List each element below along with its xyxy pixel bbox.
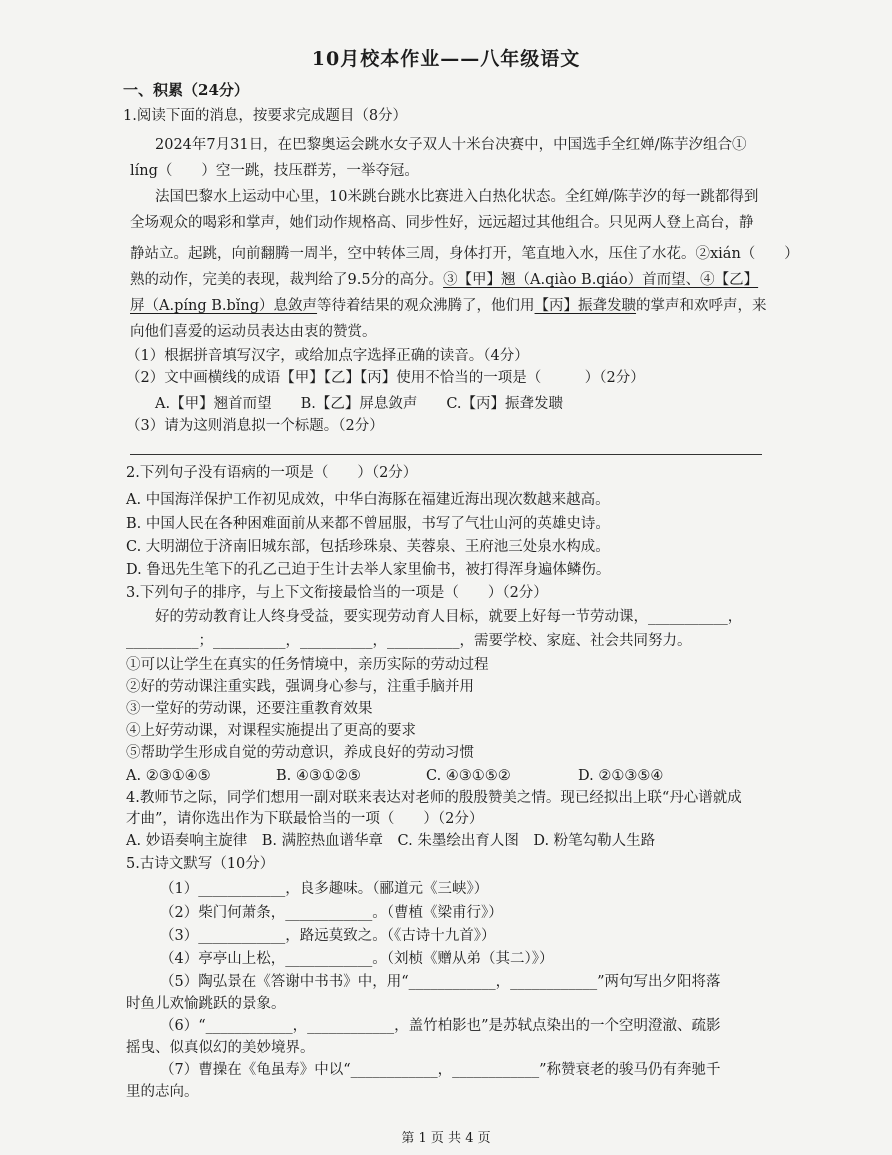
- q1-sub2: （2）文中画横线的成语【甲】【乙】【丙】使用不恰当的一项是（ ）（2分）: [126, 370, 645, 386]
- q5-line: （1）____________，良多趣味。（郦道元《三峡》）: [160, 881, 489, 897]
- q3-stem: 3.下列句子的排序，与上下文衔接最恰当的一项是（ ）（2分）: [126, 585, 548, 601]
- q1-text: 法国巴黎水上运动中心里，10米跳台跳水比赛进入白热化状态。全红婵/陈芋汐的每一跳都得到: [155, 189, 759, 205]
- q1-text-plain: 熟的动作，完美的表现，裁判给了9.5分的高分。: [130, 272, 444, 288]
- q4-stem: 4.教师节之际，同学们想用一副对联来表达对老师的殷殷赞美之情。现已经拟出上联“丹心谱就成: [126, 790, 742, 806]
- answer-line: [130, 454, 762, 455]
- q5-line: （5）陶弘景在《答谢中书书》中，用“____________，____________”两句写出夕阳将落: [160, 974, 721, 990]
- q2-option-d: D. 鲁迅先生笔下的孔乙己迫于生计去举人家里偷书，被打得浑身遍体鳞伤。: [126, 562, 611, 578]
- q5-stem: 5.古诗文默写（10分）: [126, 856, 275, 872]
- q5-line: （2）柴门何萧条，____________。（曹植《梁甫行》）: [160, 905, 503, 921]
- q3-item: ④上好劳动课，对课程实施提出了更高的要求: [126, 723, 416, 739]
- q3-item: ⑤帮助学生形成自觉的劳动意识，养成良好的劳动习惯: [126, 745, 474, 761]
- q1-stem: 1.阅读下面的消息，按要求完成题目（8分）: [123, 108, 408, 124]
- q5-line: 里的志向。: [126, 1084, 199, 1100]
- q1-text: [130, 270, 758, 290]
- q5-line: （6）“____________，____________，盖竹柏影也”是苏轼点染出的一个空明澄澈、疏影: [160, 1018, 721, 1034]
- q1-sub1: （1）根据拼音填写汉字，或给加点字选择正确的读音。（4分）: [126, 348, 529, 364]
- q1-text: 静站立。起跳，向前翻腾一周半，空中转体三周，身体打开，笔直地入水，压住了水花。②xián（ ）: [130, 246, 799, 262]
- q3-option-a: A. ②③①④⑤: [126, 768, 211, 784]
- q1-underlined-idioms: ③【甲】翘（A.qiào B.qiáo）首而望、④【乙】: [443, 272, 759, 288]
- q1-text: líng（ ）空一跳，技压群芳，一举夺冠。: [130, 163, 419, 179]
- q1-underlined-idiom: 屏（A.píng B.bǐng）息敛声: [130, 298, 318, 314]
- q5-line: 时鱼儿欢愉跳跃的景象。: [126, 996, 286, 1012]
- q3-option-c: C. ④③①⑤②: [426, 768, 511, 784]
- q4-stem: 才曲”，请你选出作为下联最恰当的一项（ ）（2分）: [126, 811, 484, 827]
- q2-option-b: B. 中国人民在各种困难面前从来都不曾屈服，书写了气壮山河的英雄史诗。: [126, 516, 610, 532]
- q1-text: 2024年7月31日，在巴黎奥运会跳水女子双人十米台决赛中，中国选手全红婵/陈芋汐组合①: [155, 137, 747, 153]
- q3-passage: 好的劳动教育让人终身受益，要实现劳动育人目标，就要上好每一节劳动课，___________，: [155, 609, 743, 625]
- q5-line: 摇曳、似真似幻的美妙境界。: [126, 1040, 315, 1056]
- section-heading: 一、积累（24分）: [123, 81, 249, 99]
- q1-sub3: （3）请为这则消息拟一个标题。（2分）: [126, 418, 384, 434]
- q1-underlined-idiom: 【丙】振聋发聩: [534, 298, 637, 314]
- q5-line: （7）曹操在《龟虽寿》中以“____________，____________”称赞衰老的骏马仍有奔驰千: [160, 1062, 721, 1078]
- q2-stem: 2.下列句子没有语病的一项是（ ）（2分）: [126, 465, 418, 481]
- q5-line: （4）亭亭山上松，____________。（刘桢《赠从弟（其二）》）: [160, 951, 554, 967]
- q1-text: 向他们喜爱的运动员表达由衷的赞赏。: [130, 324, 377, 340]
- q2-option-a: A. 中国海洋保护工作初见成效，中华白海豚在福建近海出现次数越来越高。: [126, 492, 610, 508]
- page-title: 10月校本作业——八年级语文: [311, 48, 581, 70]
- q1-text: [130, 296, 767, 316]
- q3-item: ②好的劳动课注重实践，强调身心参与，注重手脑并用: [126, 679, 474, 695]
- q5-line: （3）____________，路远莫致之。（《古诗十九首》）: [160, 928, 496, 944]
- q1-options: A.【甲】翘首而望 B.【乙】屏息敛声 C.【丙】振聋发聩: [155, 396, 564, 412]
- q1-text-plain: 等待着结果的观众沸腾了，他们用: [317, 298, 535, 314]
- q3-passage: __________；__________，__________，__________，需要学校、家庭、社会共同努力。: [126, 633, 692, 649]
- page-footer: 第 1 页 共 4 页: [401, 1131, 491, 1146]
- q3-item: ①可以让学生在真实的任务情境中，亲历实际的劳动过程: [126, 657, 489, 673]
- q4-options: A. 妙语奏响主旋律 B. 满腔热血谱华章 C. 朱墨绘出育人图 D. 粉笔勾勒人生路: [126, 833, 656, 849]
- q3-option-d: D. ②①③⑤④: [578, 768, 664, 784]
- q3-item: ③一堂好的劳动课，还要注重教育效果: [126, 701, 373, 717]
- q1-text-plain: 的掌声和欢呼声，来: [636, 298, 767, 314]
- q2-option-c: C. 大明湖位于济南旧城东部，包括珍珠泉、芙蓉泉、王府池三处泉水构成。: [126, 539, 610, 555]
- q3-option-b: B. ④③①②⑤: [276, 768, 361, 784]
- q1-text: 全场观众的喝彩和掌声，她们动作规格高、同步性好，远远超过其他组合。只见两人登上高台，静: [130, 215, 754, 231]
